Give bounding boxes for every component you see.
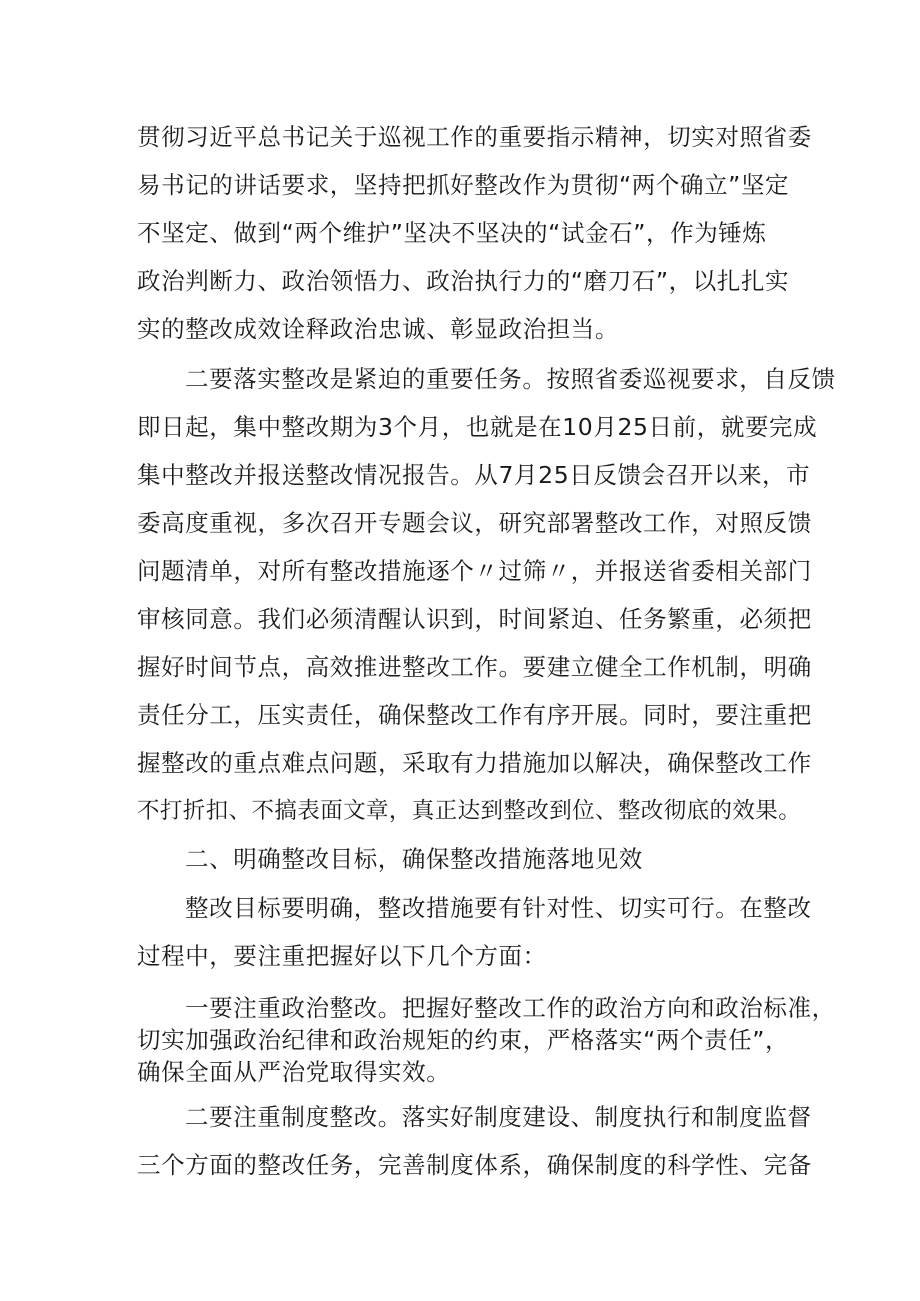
paragraph-2-line-3: 集中整改并报送整改情况报告。从7月25日反馈会召开以来，市	[137, 461, 811, 489]
paragraph-1-line-4: 政治判断力、政治领悟力、政治执行力的“磨刀石”，以扎扎实	[137, 267, 790, 295]
paragraph-1-line-2: 易书记的讲话要求，坚持把抓好整改作为贯彻“两个确立”坚定	[137, 171, 790, 199]
paragraph-2-line-6: 审核同意。我们必须清醒认识到，时间紧迫、任务繁重，必须把	[137, 605, 812, 633]
paragraph-2-line-8: 责任分工，压实责任，确保整改工作有序开展。同时，要注重把	[137, 701, 812, 729]
paragraph-5-line-2: 三个方面的整改任务，完善制度体系，确保制度的科学性、完备	[137, 1151, 812, 1179]
paragraph-2-line-5: 问题清单，对所有整改措施逐个〃过筛〃，并报送省委相关部门	[137, 557, 812, 585]
paragraph-4-line-3: 确保全面从严治党取得实效。	[137, 1058, 451, 1086]
paragraph-3-line-2: 过程中，要注重把握好以下几个方面：	[137, 942, 547, 970]
paragraph-3-line-1: 整改目标要明确，整改措施要有针对性、切实可行。在整改	[185, 894, 812, 922]
paragraph-1-line-5: 实的整改成效诠释政治忠诚、彰显政治担当。	[137, 315, 619, 343]
paragraph-1-line-3: 不坚定、做到“两个维护”坚决不坚决的“试金石”，作为锤炼	[137, 219, 767, 247]
paragraph-4-line-2: 切实加强政治纪律和政治规矩的约束，严格落实“两个责任”，	[137, 1026, 790, 1054]
paragraph-4-line-1: 一要注重政治整改。把握好整改工作的政治方向和政治标准，	[185, 994, 836, 1022]
paragraph-2-line-4: 委高度重视，多次召开专题会议，研究部署整改工作，对照反馈	[137, 509, 812, 537]
paragraph-1-line-1: 贯彻习近平总书记关于巡视工作的重要指示精神，切实对照省委	[137, 123, 812, 151]
paragraph-2-line-7: 握好时间节点，高效推进整改工作。要建立健全工作机制，明确	[137, 653, 812, 681]
paragraph-5-line-1: 二要注重制度整改。落实好制度建设、制度执行和制度监督	[185, 1103, 812, 1131]
paragraph-2-line-9: 握整改的重点难点问题，采取有力措施加以解决，确保整改工作	[137, 749, 812, 777]
paragraph-2-line-1: 二要落实整改是紧迫的重要任务。按照省委巡视要求，自反馈	[185, 365, 836, 393]
section-heading: 二、明确整改目标，确保整改措施落地见效	[185, 845, 643, 873]
paragraph-2-line-10: 不打折扣、不搞表面文章，真正达到整改到位、整改彻底的效果。	[137, 798, 802, 824]
paragraph-2-line-2: 即日起，集中整改期为3个月，也就是在10月25日前，就要完成	[137, 413, 818, 441]
